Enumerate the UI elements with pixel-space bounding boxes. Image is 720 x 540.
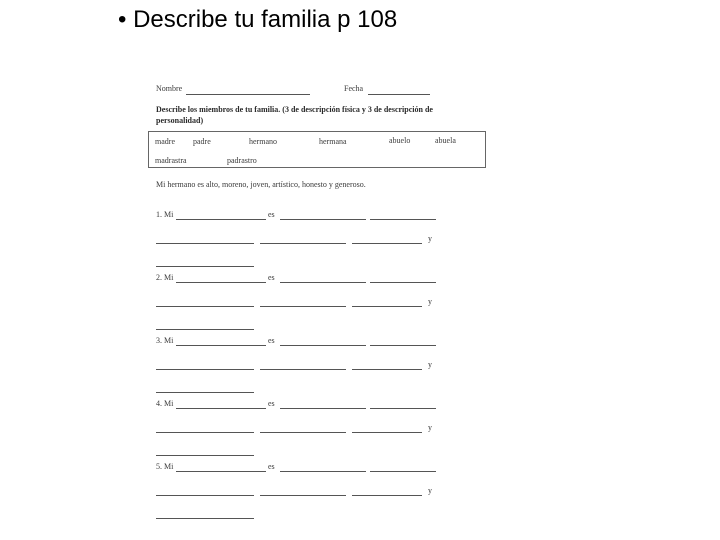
answer-line[interactable] — [370, 408, 436, 409]
answer-line[interactable] — [352, 432, 422, 433]
answer-line[interactable] — [280, 345, 366, 346]
answer-line[interactable] — [352, 495, 422, 496]
answer-line[interactable] — [370, 219, 436, 220]
word-bank-item: madrastra — [155, 156, 187, 165]
answer-line[interactable] — [156, 329, 254, 330]
answer-line[interactable] — [260, 243, 346, 244]
answer-line[interactable] — [352, 243, 422, 244]
word-bank-item: padre — [193, 137, 211, 146]
answer-line[interactable] — [280, 471, 366, 472]
answer-line[interactable] — [156, 369, 254, 370]
date-line — [368, 94, 430, 95]
answer-line[interactable] — [352, 306, 422, 307]
item-verb: es — [268, 273, 275, 282]
answer-line[interactable] — [156, 266, 254, 267]
worksheet — [148, 78, 498, 528]
word-bank-box — [148, 131, 486, 168]
answer-line[interactable] — [352, 369, 422, 370]
answer-line[interactable] — [156, 455, 254, 456]
name-label: Nombre — [156, 84, 183, 93]
word-bank-item: hermano — [249, 137, 277, 146]
answer-line[interactable] — [260, 306, 346, 307]
answer-line[interactable] — [176, 345, 266, 346]
item-prefix: 5. Mi — [156, 462, 174, 471]
name-line — [186, 94, 310, 95]
answer-line[interactable] — [260, 369, 346, 370]
answer-line[interactable] — [176, 471, 266, 472]
item-prefix: 1. Mi — [156, 210, 174, 219]
item-verb: es — [268, 462, 275, 471]
item-and: y — [428, 234, 432, 243]
answer-line[interactable] — [370, 471, 436, 472]
date-label: Fecha — [344, 84, 364, 93]
item-prefix: 2. Mi — [156, 273, 174, 282]
answer-line[interactable] — [176, 408, 266, 409]
answer-line[interactable] — [280, 219, 366, 220]
word-bank-item: abuelo — [389, 136, 411, 145]
item-and: y — [428, 297, 432, 306]
instructions-line-1: Describe los miembros de tu familia. (3 de descripción física y 3 de descripción de — [156, 105, 433, 114]
answer-line[interactable] — [280, 282, 366, 283]
slide-title: • Describe tu familia p 108 — [118, 6, 398, 33]
answer-line[interactable] — [156, 518, 254, 519]
item-verb: es — [268, 399, 275, 408]
answer-line[interactable] — [156, 432, 254, 433]
instructions-line-2: personalidad) — [156, 116, 204, 125]
answer-line[interactable] — [370, 282, 436, 283]
item-verb: es — [268, 210, 275, 219]
answer-line[interactable] — [156, 495, 254, 496]
answer-line[interactable] — [156, 243, 254, 244]
answer-line[interactable] — [260, 495, 346, 496]
answer-line[interactable] — [280, 408, 366, 409]
item-and: y — [428, 486, 432, 495]
example-sentence: Mi hermano es alto, moreno, joven, artístico, honesto y generoso. — [156, 180, 366, 189]
answer-line[interactable] — [156, 306, 254, 307]
item-verb: es — [268, 336, 275, 345]
word-bank-item: hermana — [319, 137, 347, 146]
answer-line[interactable] — [370, 345, 436, 346]
answer-line[interactable] — [176, 219, 266, 220]
answer-line[interactable] — [156, 392, 254, 393]
item-prefix: 4. Mi — [156, 399, 174, 408]
word-bank-item: madre — [155, 137, 175, 146]
word-bank-item: padrastro — [227, 156, 257, 165]
item-and: y — [428, 360, 432, 369]
item-and: y — [428, 423, 432, 432]
word-bank-item: abuela — [435, 136, 456, 145]
item-prefix: 3. Mi — [156, 336, 174, 345]
answer-line[interactable] — [260, 432, 346, 433]
answer-line[interactable] — [176, 282, 266, 283]
